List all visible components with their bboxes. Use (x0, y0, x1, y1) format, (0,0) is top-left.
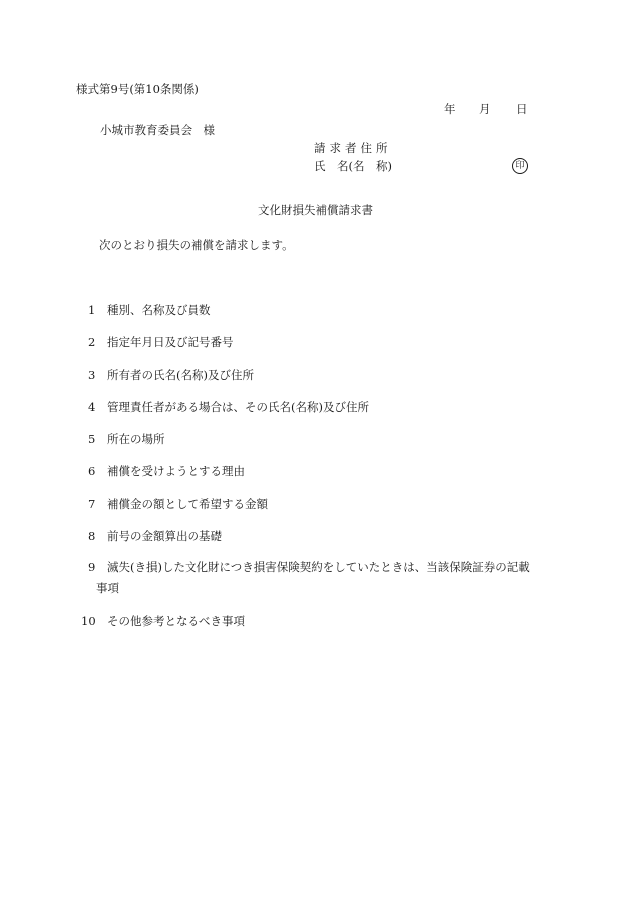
date-month-label: 月 (479, 102, 491, 116)
item-number: 6 (88, 464, 96, 478)
item-number: 9 (88, 560, 96, 574)
intro-text: 次のとおり損失の補償を請求します。 (99, 238, 294, 252)
document-title: 文化財損失補償請求書 (258, 203, 373, 217)
item-number: 5 (88, 432, 96, 446)
item-number: 10 (81, 614, 96, 628)
item-number: 3 (88, 368, 96, 382)
item-text: 前号の金額算出の基礎 (107, 529, 222, 543)
item-text: その他参考となるべき事項 (107, 614, 245, 628)
seal-mark: 印 (512, 158, 528, 174)
item-text: 種別、名称及び員数 (107, 303, 211, 317)
item-text: 管理責任者がある場合は、その氏名(名称)及び住所 (107, 400, 369, 414)
item-text: 所有者の氏名(名称)及び住所 (107, 368, 254, 382)
form-number: 様式第9号(第10条関係) (76, 82, 199, 96)
item-number: 7 (88, 497, 96, 511)
item-text-continuation: 事項 (96, 581, 119, 595)
item-text: 指定年月日及び記号番号 (107, 335, 234, 349)
claimant-address-label: 請求者住所 (314, 141, 392, 155)
claimant-name-label: 氏 名(名 称) (314, 159, 392, 173)
item-text: 補償金の額として希望する金額 (107, 497, 268, 511)
date-day-label: 日 (516, 102, 528, 116)
item-number: 8 (88, 529, 96, 543)
item-text: 滅失(き損)した文化財につき損害保険契約をしていたときは、当該保険証券の記載 (107, 560, 530, 574)
item-number: 4 (88, 400, 96, 414)
item-text: 所在の場所 (107, 432, 165, 446)
item-number: 2 (88, 335, 96, 349)
item-text: 補償を受けようとする理由 (107, 464, 245, 478)
date-year-label: 年 (444, 102, 456, 116)
addressee: 小城市教育委員会 様 (100, 123, 215, 137)
item-number: 1 (88, 303, 96, 317)
